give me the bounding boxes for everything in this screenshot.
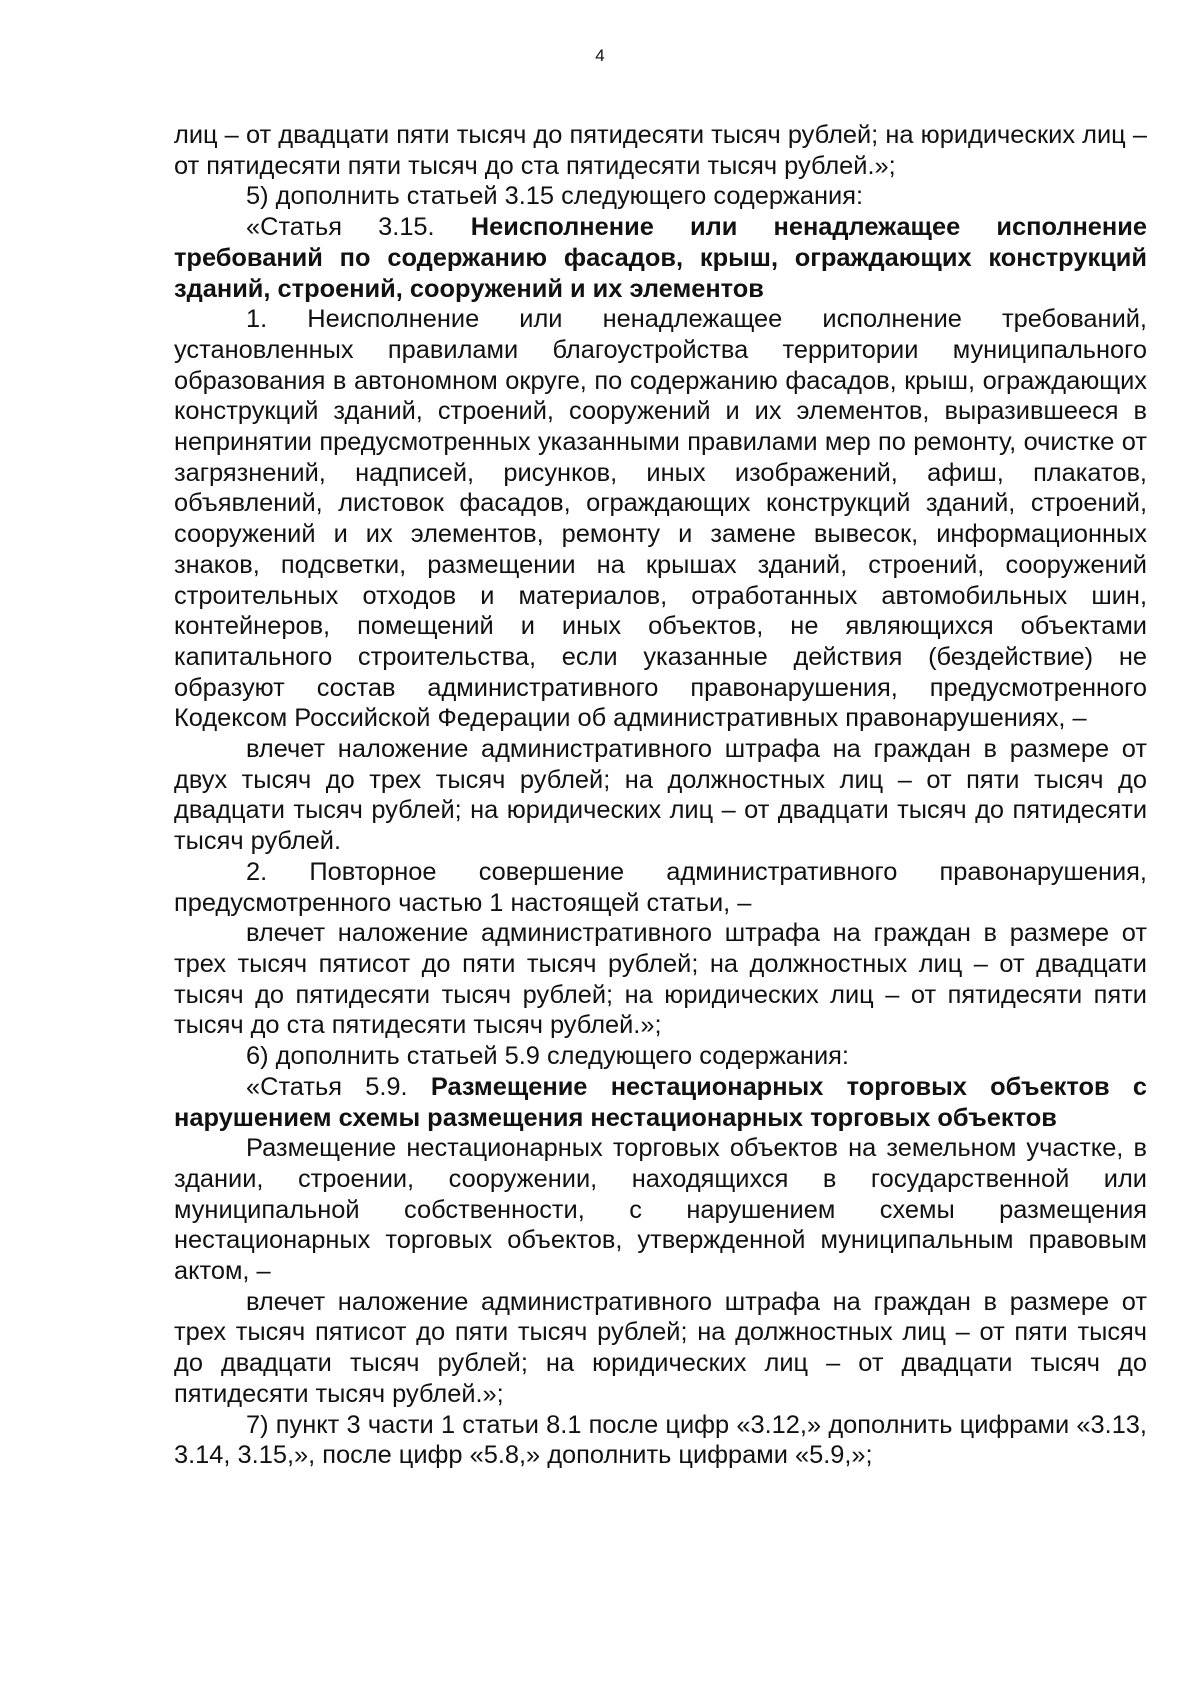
page-number: 4	[595, 46, 605, 65]
article-3-15-heading	[174, 212, 1147, 304]
paragraph-item-7: 7) пункт 3 части 1 статьи 8.1 после цифр «3.12,» дополнить цифрами «3.13, 3.14, 3.15,», после цифр «5.8,» дополнить цифрами «5.9,»;	[174, 1410, 1147, 1470]
paragraph-fines-continued: лиц – от двадцати пяти тысяч до пятидесяти тысяч рублей; на юридических лиц – от пятидесяти пяти тысяч до ста пятидесяти тысяч рублей.»;	[174, 121, 1147, 180]
article-3-15-part-2: 2. Повторное совершение административного правонарушения, предусмотренного частью 1 настоящей статьи, –	[174, 857, 1147, 917]
article-3-15-part-2-penalty: влечет наложение административного штрафа на граждан в размере от трех тысяч пятисот до пяти тысяч рублей; на должностных лиц – от двадцати тысяч до пятидесяти тысяч рублей; на юридических лиц – от пятидесяти пяти тысяч до ста пятидесяти тысяч рублей.»;	[174, 919, 1147, 1040]
article-3-15-part-1-penalty: влечет наложение административного штрафа на граждан в размере от двух тысяч до трех тысяч рублей; на должностных лиц – от пяти тысяч до двадцати тысяч рублей; на юридических лиц – от двадцати тысяч до пятидесяти тысяч рублей.	[174, 735, 1147, 856]
article-5-9-prefix: «Статья 5.9.	[246, 1072, 431, 1101]
article-3-15-part-1: 1. Неисполнение или ненадлежащее исполнение требований, установленных правилами благоустройства территории муниципального образования в автономном округе, по содержанию фасадов, крыш, ограждающих конструкций зданий, строений, сооружений и их элементов, выразившееся в непринятии предусмотренных указанными правилами мер по ремонту, очистке от загрязнений, надписей, рисунков, иных изображений, афиш, плакатов, объявлений, листовок фасадов, ограждающих конструкций зданий, строений, сооружений и их элементов, ремонту и замене вывесок, информационных знаков, подсветки, размещении на крышах зданий, строений, сооружений строительных отходов и материалов, отработанных автомобильных шин, контейнеров, помещений и иных объектов, не являющихся объектами капитального строительства, если указанные действия (бездействие) не образуют состав административного правонарушения, предусмотренного Кодексом Российской Федерации об административных правонарушениях, –	[174, 305, 1147, 733]
article-5-9-title: Размещение нестационарных торговых объектов с нарушением схемы размещения нестационарных торговых объектов	[174, 1072, 1147, 1132]
article-5-9-penalty: влечет наложение административного штрафа на граждан в размере от трех тысяч пятисот до пяти тысяч рублей; на должностных лиц – от пяти тысяч до двадцати тысяч рублей; на юридических лиц – от двадцати тысяч до пятидесяти тысяч рублей.»;	[174, 1287, 1147, 1408]
paragraph-item-5: 5) дополнить статьей 3.15 следующего содержания:	[246, 182, 864, 211]
article-3-15-title: Неисполнение или ненадлежащее исполнение требований по содержанию фасадов, крыш, ограждающих конструкций зданий, строений, сооружений и их элементов	[174, 213, 1147, 303]
article-5-9-heading	[174, 1072, 1147, 1133]
article-5-9-text: Размещение нестационарных торговых объектов на земельном участке, в здании, строении, сооружении, находящихся в государственной или муниципальной собственности, с нарушением схемы размещения нестационарных торговых объектов, утвержденной муниципальным правовым актом, –	[174, 1134, 1147, 1286]
document-body	[174, 120, 1147, 1471]
paragraph-item-6: 6) дополнить статьей 5.9 следующего содержания:	[246, 1042, 849, 1071]
article-3-15-prefix: «Статья 3.15.	[246, 213, 471, 242]
